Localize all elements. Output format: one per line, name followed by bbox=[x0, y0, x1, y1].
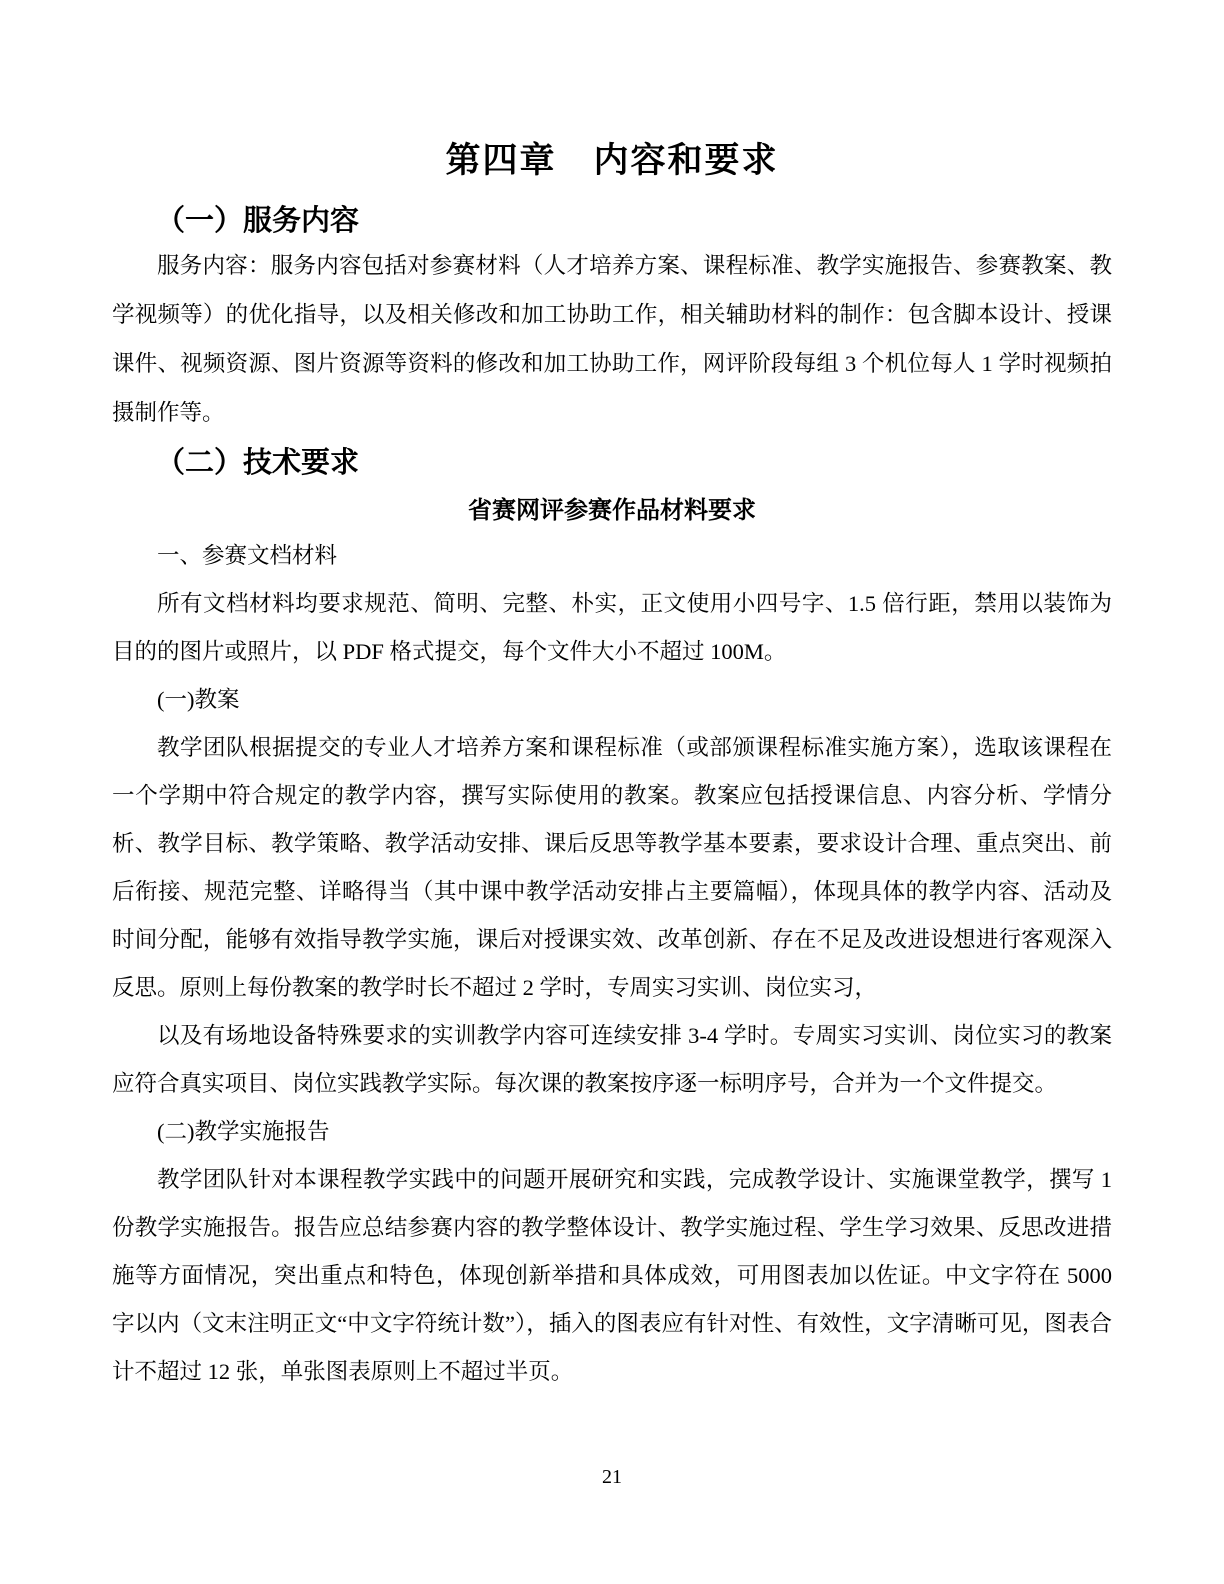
page-number: 21 bbox=[602, 1466, 622, 1488]
section-2-heading: （二）技术要求 bbox=[156, 447, 360, 480]
sub-item-1-label: (一)教案 bbox=[157, 686, 240, 712]
lesson-plan-paragraph-2: 以及有场地设备特殊要求的实训教学内容可连续安排 3-4 学时。专周实习实训、岗位实习的教案应符合真实项目、岗位实践教学实际。每次课的教案按序逐一标明序号，合并为一个文件提交。 bbox=[112, 1022, 1112, 1096]
chapter-title: 第四章 内容和要求 bbox=[445, 141, 779, 180]
item-1-label: 一、参赛文档材料 bbox=[157, 542, 338, 568]
materials-requirements-heading: 省赛网评参赛作品材料要求 bbox=[468, 497, 756, 525]
document-materials-paragraph: 所有文档材料均要求规范、简明、完整、朴实，正文使用小四号字、1.5 倍行距，禁用以装饰为目的的图片或照片，以 PDF 格式提交，每个文件大小不超过 100M。 bbox=[112, 590, 1112, 664]
lesson-plan-paragraph-1: 教学团队根据提交的专业人才培养方案和课程标准（或部颁课程标准实施方案），选取该课程在一个学期中符合规定的教学内容，撰写实际使用的教案。教案应包括授课信息、内容分析、学情分析、教学目标、教学策略、教学活动安排、课后反思等教学基本要素，要求设计合理、重点突出、前后衔接、规范完整、详略得当（其中课中教学活动安排占主要篇幅），体现具体的教学内容、活动及时间分配，能够有效指导教学实施，课后对授课实效、改革创新、存在不足及改进设想进行客观深入反思。原则上每份教案的教学时长不超过 2 学时，专周实习实训、岗位实习， bbox=[112, 734, 1112, 1000]
sub-item-2-label: (二)教学实施报告 bbox=[157, 1118, 330, 1144]
requirements-body bbox=[112, 532, 1112, 1396]
implementation-report-paragraph: 教学团队针对本课程教学实践中的问题开展研究和实践，完成教学设计、实施课堂教学，撰写 1 份教学实施报告。报告应总结参赛内容的教学整体设计、教学实施过程、学生学习效果、反思改进措施等方面情况，突出重点和特色，体现创新举措和具体成效，可用图表加以佐证。中文字符在 5000 字以内（文末注明正文“中文字符统计数”），插入的图表应有针对性、有效性，文字清晰可见，图表合计不超过 12 张，单张图表原则上不超过半页。 bbox=[112, 1166, 1112, 1384]
service-content-paragraph: 服务内容：服务内容包括对参赛材料（人才培养方案、课程标准、教学实施报告、参赛教案、教学视频等）的优化指导，以及相关修改和加工协助工作，相关辅助材料的制作：包含脚本设计、授课课件、视频资源、图片资源等资料的修改和加工协助工作，网评阶段每组 3 个机位每人 1 学时视频拍摄制作等。 bbox=[112, 253, 1112, 426]
section-1-heading: （一）服务内容 bbox=[156, 205, 360, 237]
page-content bbox=[112, 0, 1112, 1396]
page-footer bbox=[0, 1466, 1224, 1489]
